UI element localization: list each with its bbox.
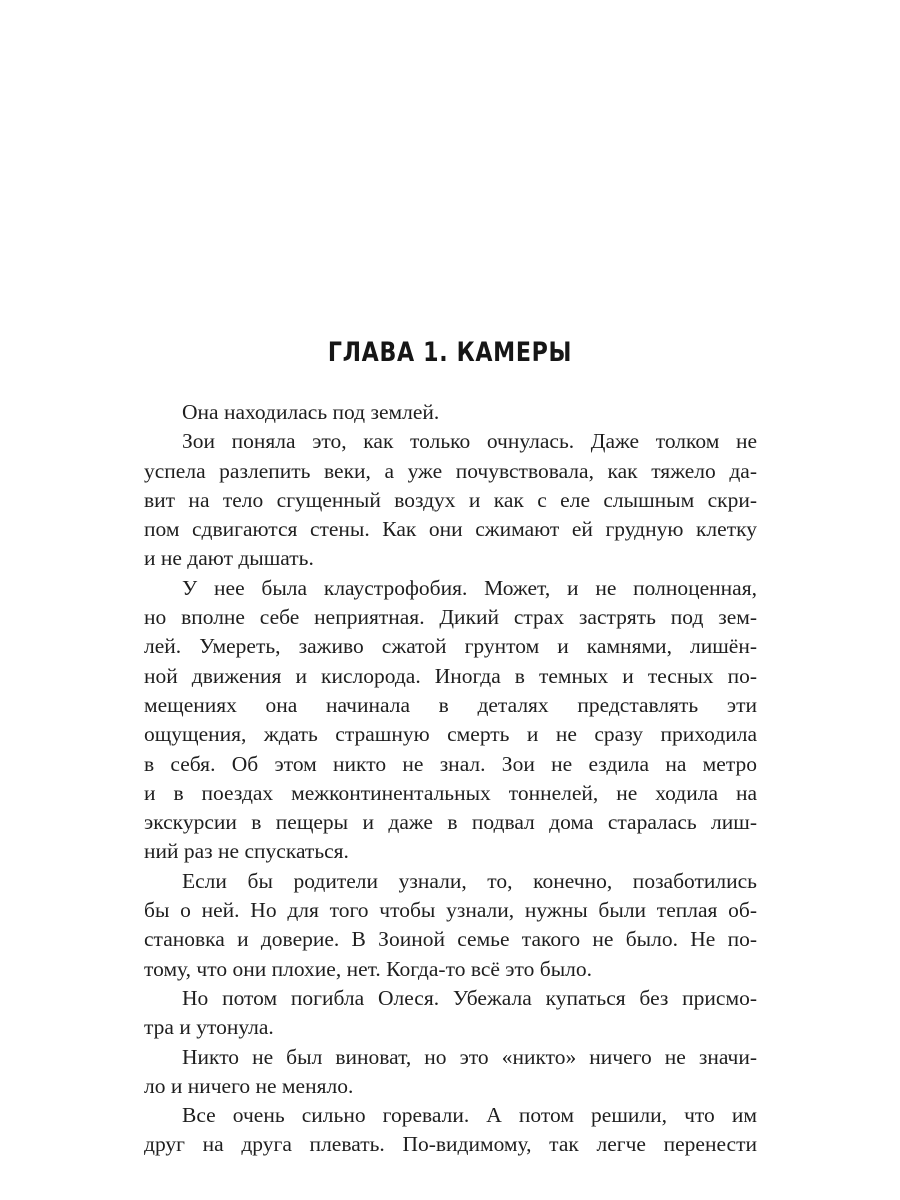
- text-line: становка и доверие. В Зоиной семье такого не было. Не по-: [144, 927, 757, 952]
- text-line: Если бы родители узнали, то, конечно, позаботились: [182, 868, 757, 893]
- text-line: ний раз не спускаться.: [144, 839, 349, 864]
- text-line: и в поездах межконтинентальных тоннелей, не ходила на: [144, 780, 757, 805]
- text-line: У нее была клаустрофобия. Может, и не полноценная,: [182, 575, 757, 600]
- text-line: Никто не был виноват, но это «никто» ничего не значи-: [182, 1044, 757, 1069]
- text-line: экскурсии в пещеры и даже в подвал дома старалась лиш-: [144, 810, 757, 835]
- text-line: успела разлепить веки, а уже почувствовала, как тяжело да-: [144, 458, 757, 483]
- text-line: ло и ничего не меняло.: [144, 1073, 354, 1098]
- text-line: и не дают дышать.: [144, 546, 314, 571]
- text-line: тому, что они плохие, нет. Когда-то всё это было.: [144, 956, 593, 981]
- text-line: Но потом погибла Олеся. Убежала купаться без присмо-: [182, 985, 757, 1010]
- text-line: тра и утонула.: [144, 1015, 274, 1040]
- text-line: пом сдвигаются стены. Как они сжимают ей грудную клетку: [144, 517, 757, 542]
- text-line: вит на тело сгущенный воздух и как с еле слышным скри-: [144, 487, 757, 512]
- chapter-text: [144, 398, 757, 1160]
- text-line: но вполне себе неприятная. Дикий страх застрять под зем-: [144, 605, 757, 630]
- text-line: Все очень сильно горевали. А потом решили, что им: [182, 1103, 757, 1128]
- text-line: Она находилась под землей.: [182, 400, 440, 424]
- text-line: ощущения, ждать страшную смерть и не сразу приходила: [144, 722, 757, 747]
- text-line: друг на друга плевать. По-видимому, так легче перенести: [144, 1132, 757, 1157]
- text-line: лей. Умереть, заживо сжатой грунтом и камнями, лишён-: [144, 634, 757, 659]
- text-line: Зои поняла это, как только очнулась. Даже толком не: [182, 429, 757, 454]
- text-line: мещениях она начинала в деталях представлять эти: [144, 692, 757, 717]
- text-line: ной движения и кислорода. Иногда в темных и тесных по-: [144, 663, 757, 688]
- text-line: в себя. Об этом никто не знал. Зои не ездила на метро: [144, 751, 757, 776]
- text-line: бы о ней. Но для того чтобы узнали, нужны были теплая об-: [144, 898, 757, 923]
- chapter-title: ГЛАВА 1. КАМЕРЫ: [327, 337, 573, 368]
